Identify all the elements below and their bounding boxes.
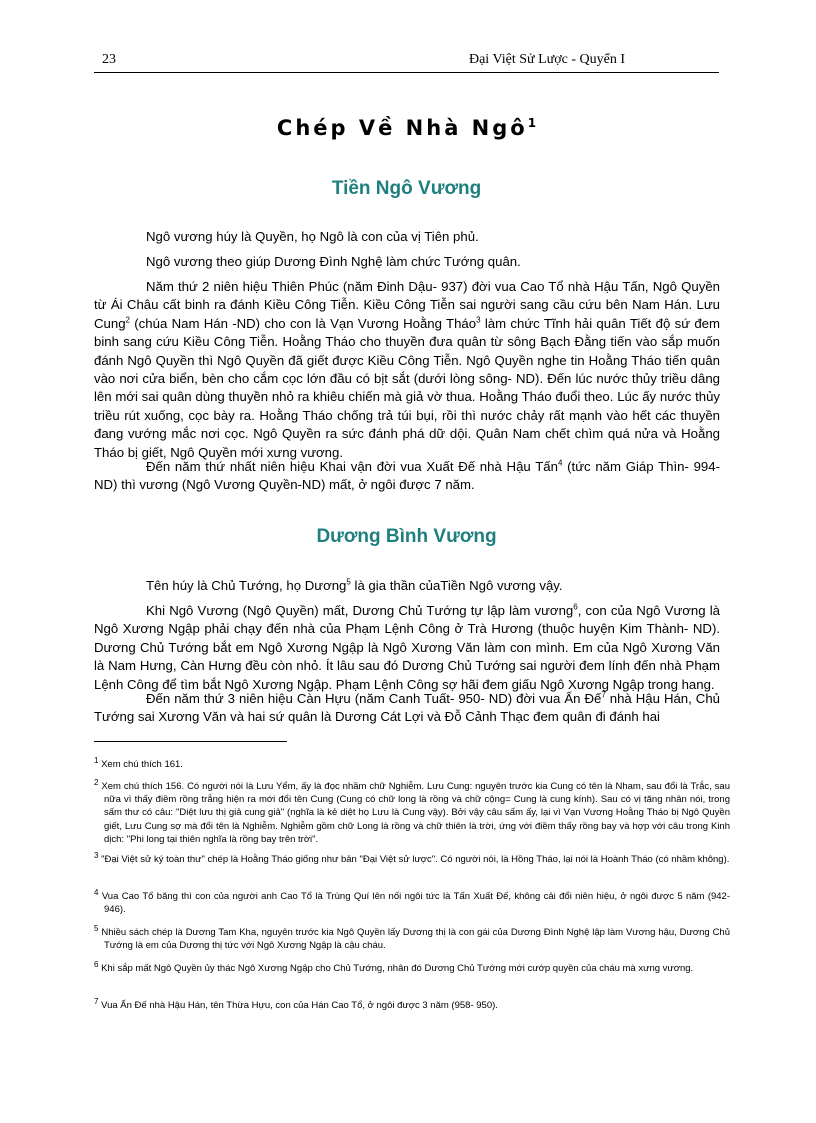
footnote-ref-4[interactable]: 4 xyxy=(557,458,563,468)
paragraph-5-text-a: Tên húy là Chủ Tướng, họ Dương xyxy=(146,578,347,593)
footnote-number: 4 xyxy=(94,887,99,897)
section-title-duong-binh-vuong: Dương Bình Vương xyxy=(316,526,497,547)
footnote-ref-1[interactable]: 1 xyxy=(527,116,537,130)
footnote-text: Xem chú thích 161. xyxy=(101,759,183,770)
paragraph-3 xyxy=(94,278,720,462)
paragraph-6 xyxy=(94,602,720,694)
footnote-6 xyxy=(94,959,730,975)
page-number: 23 xyxy=(102,52,116,67)
paragraph-1: Ngô vương húy là Quyền, họ Ngô là con của vị Tiên phủ. xyxy=(146,229,479,244)
footnote-number: 7 xyxy=(94,996,99,1006)
footnote-text: Nhiều sách chép là Dương Tam Kha, nguyên trước kia Ngô Quyền lấy Dương thị là con gái của Dương Đình Nghệ lập làm Vương hậu, Dương Chủ Tướng là em của Dương thị tức với Ngô Xương Ngập là cậu cháu. xyxy=(101,927,730,952)
footnote-number: 2 xyxy=(94,777,99,787)
footnote-text: Khi sắp mất Ngô Quyền ủy thác Ngô Xương Ngập cho Chủ Tướng, nhân đó Dương Chủ Tướng mới cướp quyền của cháu mà xưng vương. xyxy=(101,963,694,974)
chapter-title xyxy=(94,116,719,140)
paragraph-4-text-a: Đến năm thứ nhất niên hiệu Khai vận đời vua Xuất Đế nhà Hậu Tấn xyxy=(146,459,558,474)
footnote-2 xyxy=(94,777,730,846)
paragraph-7-text-a: Đến năm thứ 3 niên hiệu Càn Hựu (năm Canh Tuất- 950- ND) đời vua Ẩn Đế xyxy=(146,691,602,706)
footnote-text: "Đại Việt sử ký toàn thư" chép là Hoằng Tháo giống như bản "Đại Việt sử lược". Có người nói, là Hồng Tháo, lại nói là Hoành Tháo (có nhầm không). xyxy=(101,854,730,865)
footnote-number: 6 xyxy=(94,959,99,969)
footnote-ref-7[interactable]: 7 xyxy=(601,690,606,700)
footnote-4 xyxy=(94,887,730,916)
footnote-5 xyxy=(94,923,730,952)
paragraph-2: Ngô vương theo giúp Dương Đình Nghệ làm chức Tướng quân. xyxy=(146,254,521,269)
paragraph-3-text-a: Năm thứ 2 niên hiệu Thiên Phúc (năm Đinh Dậu- 937) đời vua Cao Tổ nhà Hậu Tấn, Ngô Quyền từ Ái Châu cất binh ra đánh Kiều Công Tiễn. Kiều Công Tiễn sai người sang cầu cứu bên Nam Hán. Lưu Cung xyxy=(94,279,720,331)
footnote-ref-6[interactable]: 6 xyxy=(573,602,578,612)
footnote-text: Vua Ẩn Đế nhà Hậu Hán, tên Thừa Hựu, con của Hán Cao Tổ, ở ngôi được 3 năm (958- 950). xyxy=(101,1000,498,1011)
footnote-number: 3 xyxy=(94,850,99,860)
footnote-3 xyxy=(94,850,730,866)
footnote-ref-3[interactable]: 3 xyxy=(476,315,481,325)
footnote-1 xyxy=(94,755,730,771)
paragraph-7 xyxy=(94,690,720,727)
paragraph-4-text-b: (tức năm Giáp Thìn- 994-ND) thì vương (Ngô Vương Quyền-ND) mất, ở ngôi được 7 năm. xyxy=(94,459,720,493)
footnote-number: 1 xyxy=(94,755,99,765)
book-title: Đại Việt Sử Lược - Quyển I xyxy=(468,52,625,67)
footnote-ref-5[interactable]: 5 xyxy=(346,577,351,587)
footnote-7 xyxy=(94,996,730,1012)
paragraph-7-text-b: nhà Hậu Hán, Chủ Tướng sai Xương Văn và hai sứ quân là Dương Cát Lợi và Đỗ Cảnh Thạc đem quân đi đánh hai xyxy=(94,691,720,725)
paragraph-6-text-a: Khi Ngô Vương (Ngô Quyền) mất, Dương Chủ Tướng tự lập làm vương xyxy=(146,603,574,618)
footnote-number: 5 xyxy=(94,923,99,933)
paragraph-5-text-b: là gia thần củaTiền Ngô vương vậy. xyxy=(350,578,563,593)
paragraph-4 xyxy=(94,458,720,495)
section-title-tien-ngo-vuong: Tiền Ngô Vương xyxy=(331,178,482,199)
page-header xyxy=(94,50,719,73)
chapter-title-text: Chép Về Nhà Ngô xyxy=(276,116,528,140)
footnote-ref-2[interactable]: 2 xyxy=(125,315,130,325)
paragraph-5 xyxy=(94,577,720,595)
footnote-text: Xem chú thích 156. Có người nói là Lưu Yểm, ấy là đọc nhầm chữ Nghiễm. Lưu Cung: nguyên trước kia Cung có tên là Nham, sau đổi là Trắc, sau nữa vì thấy điềm rồng trắng hiện ra mới đổi tên Cung (Cung có chữ long là rồng và chữ cộng= Cung là cung kính). Sau có vị tăng nhân nói, trong sấm thư có câu: "Diệt lưu thị giả cung giả" (nghĩa là kẻ diệt họ Lưu là Cung vậy). Bởi vậy câu sấm ấy, lại vì Vạn Vương Hoằng Tháo bị Ngô Quyền giết, Lưu Cung sợ mà đổi tên là Nghiễm. Nghiễm gồm chữ Long là rồng và chữ thiên là trời, ứng với điềm thấy rồng bay và hợp với câu trong Kinh dịch: "Phi long tại thiên nghĩa là rồng bay trên trời". xyxy=(101,781,730,845)
footnote-divider xyxy=(94,741,287,742)
paragraph-3-text-c: làm chức Tĩnh hải quân Tiết độ sứ đem binh sang cứu Kiều Công Tiễn. Hoằng Tháo cho thuyền đưa quân từ sông Bạch Đằng tiến vào sắp muốn đánh Ngô Quyền thì Ngô Quyền đã giết được Kiều Công Tiễn. Ngô Quyền nghe tin Hoằng Tháo tiến quân vào nơi cửa biển, bèn cho cắm cọc lớn đầu có bịt sắt (dưới lòng sông- ND). Đến lúc nước thủy triều dâng lên mới sai quân dùng thuyền nhỏ ra khiêu chiến mà giả vờ thua. Hoằng Tháo đuổi theo. Lúc ấy nước thủy triều rút xuống, cọc bày ra. Hoằng Tháo chống trả túi bụi, rồi thì nước chảy rất mạnh vào hết các thuyền đang vướng mắc nơi cọc. Ngô Quyền ra sức đánh phá dữ dội. Quân Nam chết chìm quá nửa và Hoằng Tháo bị giết, Ngô Quyền mới xưng vương. xyxy=(94,315,720,460)
paragraph-3-text-b: (chúa Nam Hán -ND) cho con là Vạn Vương Hoằng Tháo xyxy=(129,315,477,331)
footnote-text: Vua Cao Tổ băng thì con của người anh Cao Tổ là Trùng Quí lên nối ngôi tức là Tấn Xuất Đế, không cải đổi niên hiệu, ở ngôi được 5 năm (942- 946). xyxy=(101,891,730,916)
paragraph-6-text-b: , con của Ngô Vương là Ngô Xương Ngập phải chạy đến nhà của Phạm Lệnh Công ở Trà Hương (thuộc huyện Kim Thành- ND). Dương Chủ Tướng bắt em Ngô Xương Ngập là Ngô Xương Văn làm con mình. Em của Ngô Xương Văn là Nam Hưng, Càn Hưng đều còn nhỏ. Ít lâu sau đó Dương Chủ Tướng sai người đem lính đến nhà Phạm Lệnh Công để tìm bắt Ngô Xương Ngập. Phạm Lệnh Công sợ hãi đem giấu Ngô Xương Ngập trong hang. xyxy=(94,603,720,692)
